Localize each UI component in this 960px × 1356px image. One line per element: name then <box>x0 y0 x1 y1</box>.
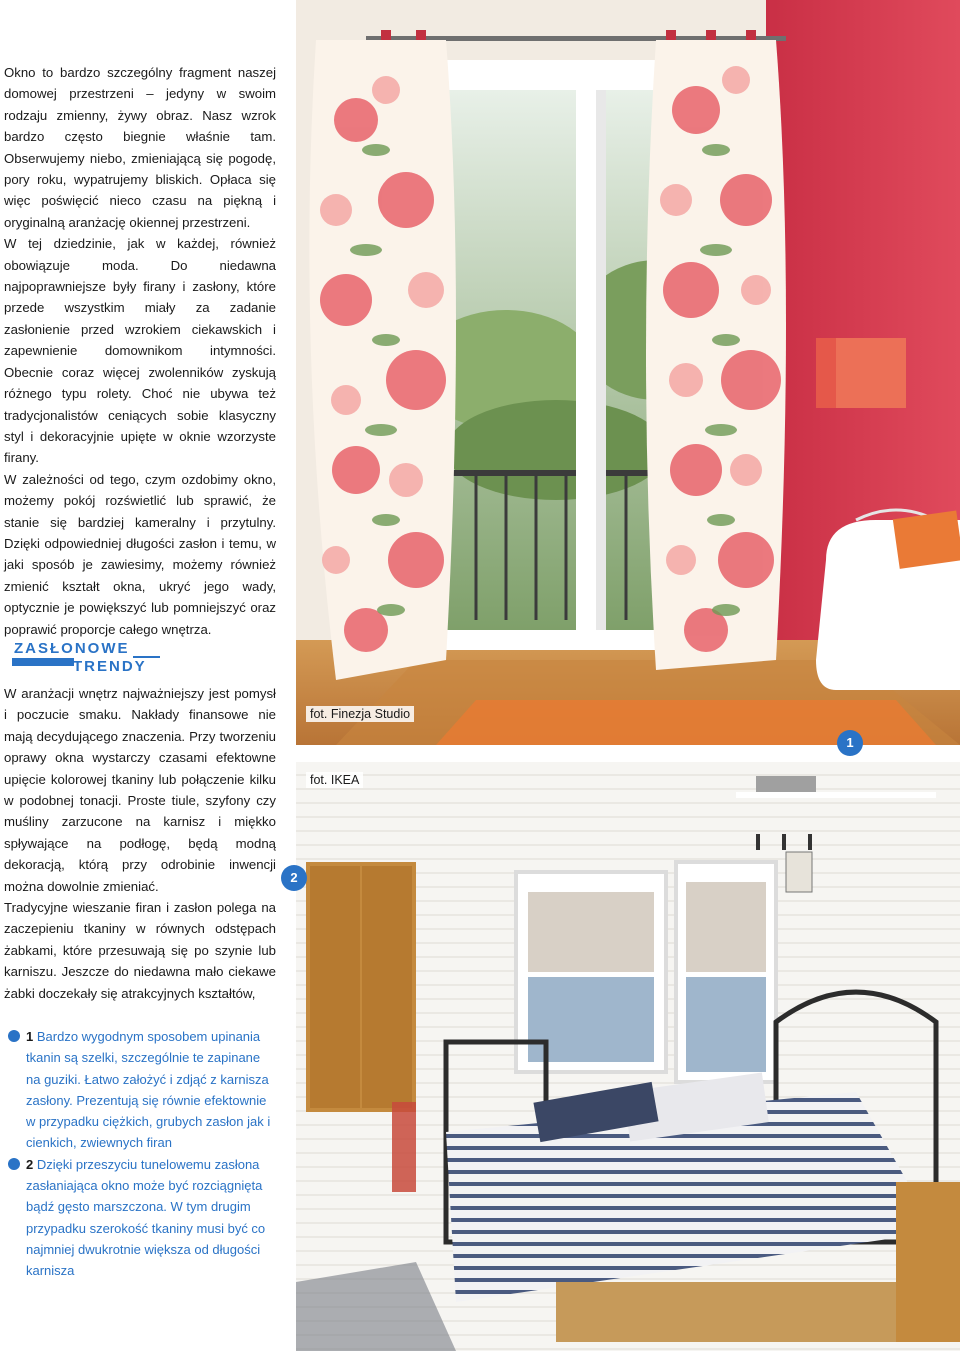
section-column <box>4 683 276 1004</box>
section-paragraph-1: W aranżacji wnętrz najważniejszy jest pomysł i poczucie smaku. Nakłady finansowe nie mają decydującego znaczenia. Przy tworzeniu oprawy okna wystarczy czasami efektowne upięcie kolorowej tkaniny lub połączenie kilku w podobnej tonacji. Proste tiule, szyfony czy muśliny zarzucone na karnisz i miękko spływające na podłogę, będą modną dekoracją, którą przy odrobinie inwencji można dowolnie zmieniać. <box>4 686 276 894</box>
heading-line-1: ZASŁONOWE <box>12 640 133 658</box>
intro-paragraph-3: W zależności od tego, czym ozdobimy okno, możemy pokój rozświetlić lub sprawić, że stanie się bardziej kameralny i przytulny. Dzięki odpowiedniej długości zasłon i temu, w jaki sposób je zawiesimy, możemy również zmienić kształt okna, ukryć jego wady, optycznie je powiększyć lub pomniejszyć oraz poprawić proporcje całego wnętrza. <box>4 471 276 637</box>
caption-2 <box>8 1154 273 1282</box>
intro-paragraph-2: W tej dziedzinie, jak w każdej, również obowiązuje moda. Do niedawna najpoprawniejsze były firany i zasłony, które przede wszystkim miały za zadanie zasłonienie przed wzrokiem ciekawskich i zapewnienie domownikom intymności. Obecnie coraz więcej zwolenników zyskują różnego typu rolety. Choć nie ubywa też tradycjonalistów ceniących sobie klasyczny styl i dekoracyjnie upięte w oknie wzorzyste firany. <box>4 236 276 466</box>
photo1-credit: fot. Finezja Studio <box>306 706 414 722</box>
photo-captions <box>8 1026 273 1282</box>
photo1-badge: 1 <box>837 730 863 756</box>
bedroom-illustration <box>296 762 960 1351</box>
caption-1-text: Bardzo wygodnym sposobem upinania tkanin są szelki, szczególnie te zapinane na guziki. Łatwo założyć i zdjąć z karnisza zasłony. Prezentują się równie efektownie w przypadku ciężkich, grubych zasłon jak i cienkich, zwiewnych firan <box>26 1029 271 1151</box>
caption-2-text: Dzięki przeszyciu tunelowemu zasłona zasłaniająca okno może być rozciągnięta bądź gęsto marszczona. W tym drugim przypadku szerokość tkaniny musi być co najmniej dwukrotnie większa od długości karnisza <box>26 1156 266 1279</box>
intro-paragraph-1: Okno to bardzo szczególny fragment naszej domowej przestrzeni – jedyny w swoim rodzaju zmienny, żywy obraz. Nasz wzrok bardzo często biegnie właśnie tam. Obserwujemy niebo, zmieniającą się pogodę, pory roku, wypatrujemy bliskich. Opłaca się więc poświęcić nieco czasu na piękną i oryginalną aranżację okiennej przestrzeni. <box>4 65 276 230</box>
section-heading <box>12 640 162 680</box>
caption-1 <box>8 1026 273 1154</box>
caption-1-number: 1 <box>26 1029 34 1044</box>
bullet-icon <box>8 1158 20 1170</box>
caption-2-number: 2 <box>26 1156 34 1172</box>
curtains-illustration <box>296 0 960 745</box>
photo-bedroom <box>290 762 960 1351</box>
heading-line-2: TRENDY <box>73 658 147 675</box>
photo2-credit: fot. IKEA <box>306 772 363 788</box>
photo-curtains <box>296 0 960 750</box>
section-paragraph-2: Tradycyjne wieszanie firan i zasłon polega na zaczepieniu tkaniny w równych odstępach żabkami, które przesuwają się po szynie lub karniszu. Jeszcze do niedawna mało ciekawe żabki doczekały się atrakcyjnych kształtów, <box>4 900 276 1001</box>
intro-column <box>4 62 276 640</box>
bullet-icon <box>8 1030 20 1042</box>
photo2-badge: 2 <box>281 865 307 891</box>
